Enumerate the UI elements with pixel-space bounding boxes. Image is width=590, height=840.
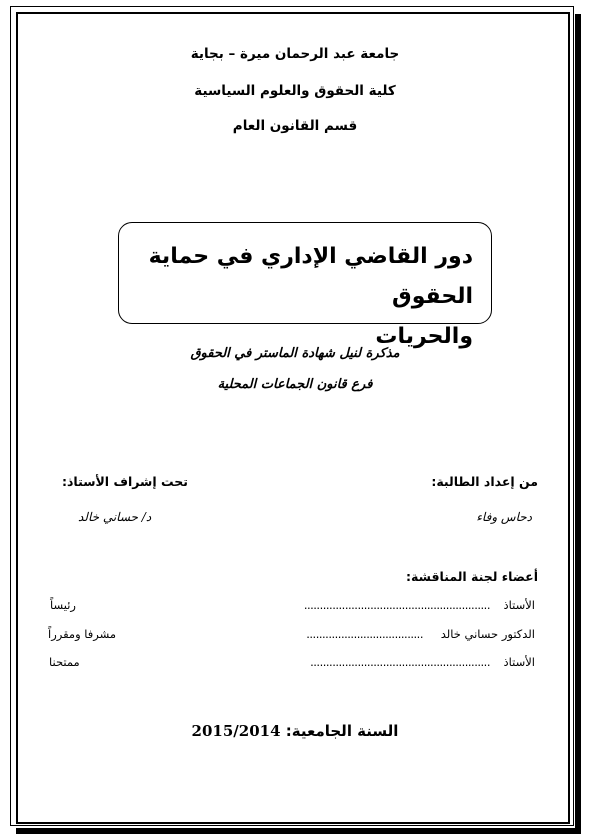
degree-subtitle: مذكرة لنيل شهادة الماستر في الحقوق xyxy=(190,346,400,361)
committee-member-3-dots: ......................................................... xyxy=(310,655,490,669)
committee-member-3-title: الأستاذ xyxy=(503,655,535,669)
committee-member-1-title: الأستاذ xyxy=(503,598,535,612)
academic-year-value: 2015/2014 xyxy=(191,722,281,740)
committee-member-2-title: الدكتور حساني خالد xyxy=(440,627,535,641)
faculty-name: كلية الحقوق والعلوم السياسية xyxy=(194,83,396,99)
student-name: دحاس وفاء xyxy=(476,510,532,524)
committee-member-3-role: ممتحنا xyxy=(49,655,80,669)
academic-year xyxy=(0,722,590,740)
frame-shadow-bottom xyxy=(16,828,581,834)
frame-shadow-right xyxy=(575,14,581,830)
committee-member-1-role: رئيساً xyxy=(50,598,76,612)
thesis-title-box xyxy=(118,222,492,349)
committee-member-3 xyxy=(40,655,535,673)
committee-member-2-role: مشرفا ومقرراً xyxy=(48,627,117,641)
student-label: من إعداد الطالبة: xyxy=(431,474,538,489)
committee-member-2-dots: ..................................... xyxy=(306,627,423,641)
branch-subtitle: فرع قانون الجماعات المحلية xyxy=(217,377,373,392)
academic-year-label: السنة الجامعية: xyxy=(285,722,399,740)
supervisor-name: د/ حساني خالد xyxy=(78,510,152,524)
committee-label: أعضاء لجنة المناقشة: xyxy=(406,569,538,584)
thesis-title-line1: دور القاضي الإداري في حماية الحقوق xyxy=(148,244,473,309)
thesis-title-line2: والحريات xyxy=(375,324,473,349)
committee-member-1-dots: ........................................................... xyxy=(303,598,490,612)
university-name: جامعة عبد الرحمان ميرة – بجاية xyxy=(190,46,400,62)
department-name: قسم القانون العام xyxy=(232,118,358,134)
committee-member-2 xyxy=(40,627,535,645)
committee-member-1 xyxy=(40,598,535,616)
supervisor-label: تحت إشراف الأستاذ: xyxy=(62,474,188,489)
